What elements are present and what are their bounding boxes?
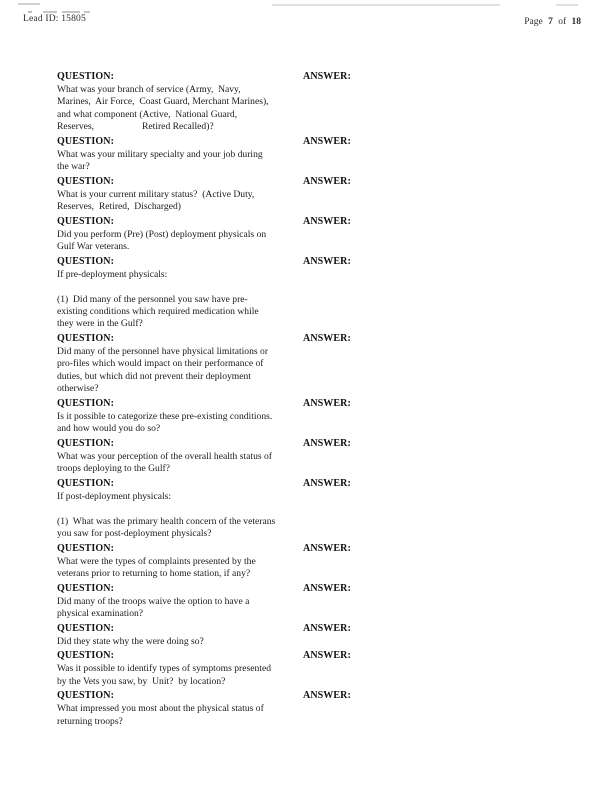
answer-column — [303, 255, 423, 269]
question-line: otherwise? — [57, 383, 99, 395]
blank-line — [57, 503, 303, 515]
answer-column — [303, 215, 423, 229]
scan-artifact — [62, 11, 80, 13]
question-column — [57, 437, 303, 476]
answer-column — [303, 582, 423, 596]
question-line: Did many of the personnel have physical limitations or — [57, 346, 269, 357]
scan-artifact — [272, 4, 500, 6]
question-label: QUESTION: — [57, 690, 115, 702]
answer-label: ANSWER: — [303, 71, 351, 82]
answer-column — [303, 397, 423, 411]
answer-column — [303, 542, 423, 556]
answer-label: ANSWER: — [303, 255, 351, 267]
answer-label: ANSWER: — [303, 650, 351, 662]
question-text — [57, 229, 303, 254]
answer-label: ANSWER: — [303, 397, 351, 409]
question-line: What was your military specialty and your job during — [57, 148, 263, 160]
question-line: and how would you do so? — [57, 423, 161, 435]
question-label: QUESTION: — [57, 542, 115, 554]
question-line: physical examination? — [57, 608, 144, 619]
question-text — [57, 491, 303, 541]
blank-line — [57, 281, 303, 293]
question-label: QUESTION: — [57, 135, 115, 147]
question-line: existing conditions which required medication while — [57, 306, 259, 317]
answer-label: ANSWER: — [303, 175, 351, 187]
question-text — [57, 556, 303, 581]
question-line: If post-deployment physicals: — [57, 490, 172, 502]
question-line: Was it possible to identify types of symptoms presented — [57, 663, 271, 675]
answer-column — [303, 332, 423, 346]
question-line: you saw for post-deployment physicals? — [57, 528, 212, 539]
question-label: QUESTION: — [57, 215, 115, 227]
question-column — [57, 397, 303, 436]
question-line: Did many of the troops waive the option to have a — [57, 595, 250, 607]
page-number-value: 7 — [548, 17, 553, 27]
question-line: What was your perception of the overall health status of — [57, 450, 272, 462]
question-text — [57, 703, 303, 728]
question-column — [57, 649, 303, 688]
answer-label: ANSWER: — [303, 690, 351, 702]
question-column — [57, 135, 303, 174]
question-label: QUESTION: — [57, 582, 115, 594]
question-line: Gulf War veterans. — [57, 241, 130, 253]
question-column — [57, 582, 303, 621]
scan-artifact — [28, 11, 32, 13]
question-column — [57, 215, 303, 254]
question-column — [57, 622, 303, 648]
question-line: troops deploying to the Gulf? — [57, 463, 170, 475]
question-line: they were in the Gulf? — [57, 318, 143, 330]
question-text — [57, 269, 303, 331]
question-column — [57, 332, 303, 396]
page-prefix-label: Page — [524, 17, 543, 27]
question-label: QUESTION: — [57, 622, 115, 634]
question-label: QUESTION: — [57, 71, 115, 82]
answer-column — [303, 622, 423, 636]
question-line: Reserves, Retired, Discharged) — [57, 201, 181, 213]
question-line: (1) Did many of the personnel you saw have pre- — [57, 293, 248, 305]
answer-label: ANSWER: — [303, 135, 351, 147]
question-line: Did you perform (Pre) (Post) deployment physicals on — [57, 228, 267, 240]
question-line: Is it possible to categorize these pre-existing conditions. — [57, 410, 273, 422]
question-label: QUESTION: — [57, 333, 115, 344]
question-column — [57, 255, 303, 331]
question-line: (1) What was the primary health concern of the veterans — [57, 515, 276, 527]
question-line: Marines, Air Force, Coast Guard, Merchant Marines), — [57, 96, 269, 108]
scan-artifact — [18, 3, 40, 5]
question-text — [57, 636, 303, 648]
page-header — [0, 14, 612, 30]
question-line: and what component (Active, National Guard, — [57, 108, 238, 120]
question-text — [57, 84, 303, 134]
question-label: QUESTION: — [57, 477, 115, 489]
question-label: QUESTION: — [57, 397, 115, 409]
question-line: pro-files which would impact on their performance of — [57, 358, 264, 370]
question-text — [57, 189, 303, 214]
answer-label: ANSWER: — [303, 333, 351, 344]
question-text — [57, 149, 303, 174]
answer-label: ANSWER: — [303, 582, 351, 594]
question-text — [57, 596, 303, 621]
question-answer-list — [0, 70, 612, 729]
scan-artifact — [84, 11, 90, 13]
question-text — [57, 346, 303, 396]
page-number-indicator — [524, 17, 584, 27]
lead-id-label: Lead ID: 15805 — [23, 14, 86, 24]
question-label: QUESTION: — [57, 175, 115, 187]
answer-label: ANSWER: — [303, 477, 351, 489]
question-line: by the Vets you saw, by Unit? by location? — [57, 675, 226, 687]
question-column — [57, 175, 303, 214]
question-line: What is your current military status? (Active Duty, — [57, 188, 255, 200]
answer-column — [303, 437, 423, 451]
question-line: If pre-deployment physicals: — [57, 268, 168, 280]
question-text — [57, 451, 303, 476]
question-column — [57, 689, 303, 728]
answer-column — [303, 649, 423, 663]
question-column — [57, 70, 303, 134]
question-label: QUESTION: — [57, 255, 115, 267]
question-line: the war? — [57, 161, 90, 173]
question-text — [57, 663, 303, 688]
scan-artifact — [556, 4, 578, 6]
question-line: What was your branch of service (Army, Navy, — [57, 84, 241, 95]
answer-column — [303, 135, 423, 149]
question-line: duties, but which did not prevent their deployment — [57, 370, 251, 382]
answer-label: ANSWER: — [303, 622, 351, 634]
question-label: QUESTION: — [57, 437, 115, 449]
answer-column — [303, 477, 423, 491]
answer-label: ANSWER: — [303, 542, 351, 554]
answer-label: ANSWER: — [303, 215, 351, 227]
question-line: returning troops? — [57, 715, 123, 727]
question-line: What were the types of complaints presented by the — [57, 555, 256, 567]
question-label: QUESTION: — [57, 650, 115, 662]
question-column — [57, 542, 303, 581]
question-line: What impressed you most about the physical status of — [57, 703, 264, 715]
page-total-value: 18 — [571, 17, 581, 27]
answer-column — [303, 689, 423, 703]
question-line: Did they state why the were doing so? — [57, 635, 204, 647]
answer-column — [303, 175, 423, 189]
question-column — [57, 477, 303, 541]
question-line: Reserves, Retired Recalled)? — [57, 121, 214, 133]
question-text — [57, 411, 303, 436]
answer-label: ANSWER: — [303, 437, 351, 449]
question-line: veterans prior to returning to home station, if any? — [57, 568, 251, 579]
page-of-label: of — [558, 17, 567, 27]
scan-artifact — [43, 11, 57, 13]
answer-column — [303, 70, 423, 84]
